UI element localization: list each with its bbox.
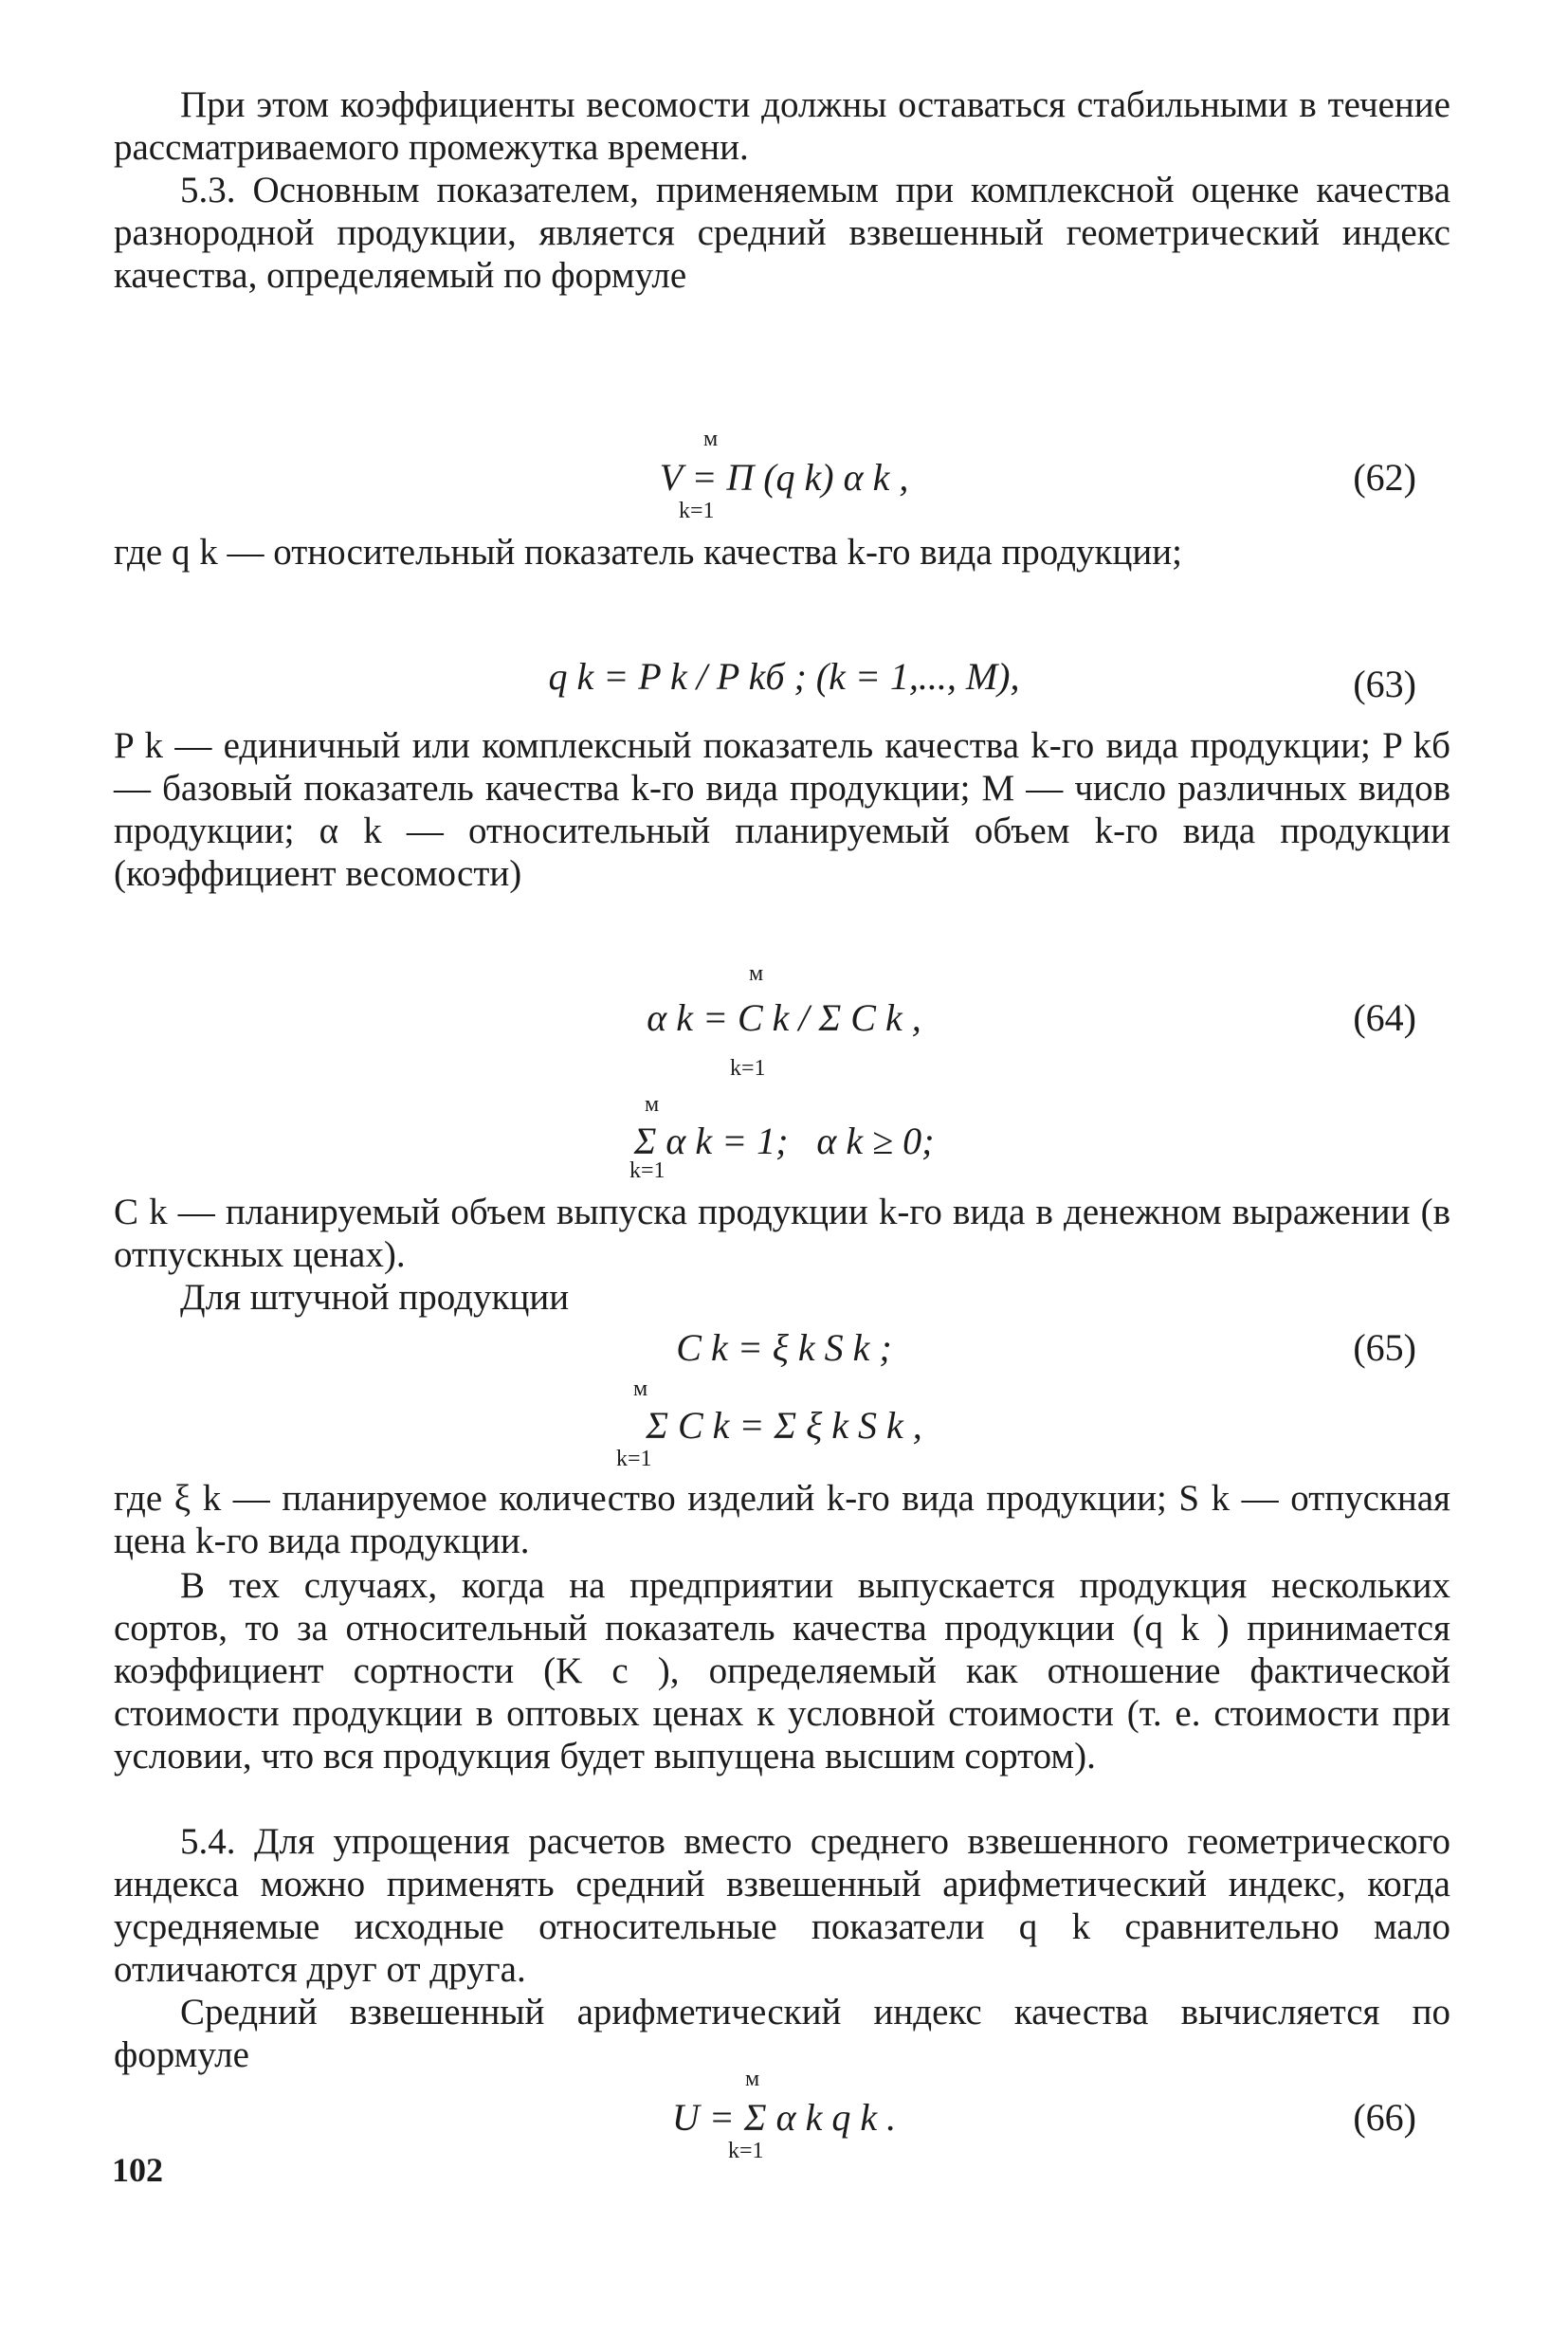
equation-65-sum-upper-limit: м: [633, 1376, 648, 1401]
paragraph-5: C k — планируемый объем выпуска продукции k-го вида в денежном выражении (в отпускных ценах).: [114, 1192, 1450, 1275]
equation-64: [0, 957, 1568, 1090]
paragraph-4: P k — единичный или комплексный показатель качества k-го вида продукции; P kб— базовый показатель качества k-го вида продукции; М — число различных видов продукции; α k — относительный планируемый объем k-го вида продукции (коэффициент весомости): [114, 725, 1450, 894]
equation-64-condition-lower-limit: k=1: [629, 1158, 665, 1183]
equation-62: [0, 427, 1568, 531]
equation-64-condition-upper-limit: м: [645, 1092, 660, 1117]
equation-65-sum: [0, 1376, 1568, 1471]
equation-64-condition: [0, 1090, 1568, 1185]
paragraph-10: Средний взвешенный арифметический индекс качества вычисляется по формуле: [114, 1992, 1450, 2075]
equation-63: [0, 626, 1568, 720]
paragraph-3: где q k — относительный показатель качества k-го вида продукции;: [114, 532, 1182, 573]
paragraph-7: где ξ k — планируемое количество изделий k-го вида продукции; S k — отпускная цена k-го вида продукции.: [114, 1478, 1450, 1561]
equation-63-number: (63): [1353, 663, 1416, 705]
equation-62-number: (62): [1353, 456, 1416, 499]
paragraph-6: Для штучной продукции: [180, 1277, 570, 1318]
equation-65-number: (65): [1353, 1326, 1416, 1369]
equation-65: [0, 1320, 1568, 1376]
equation-66-upper-limit: м: [745, 2067, 760, 2091]
paragraph-2: 5.3. Основным показателем, применяемым при комплексной оценке качества разнородной продукции, является средний взвешенный геометрический индекс качества, определяемый по формуле: [114, 170, 1450, 296]
equation-66-formula: U = Σ α k q k .: [671, 2096, 897, 2139]
equation-62-lower-limit: k=1: [679, 499, 715, 523]
equation-64-condition-formula: Σ α k = 1; α k ≥ 0;: [633, 1120, 935, 1162]
equation-64-upper-limit: м: [749, 961, 764, 986]
equation-65-formula: C k = ξ k S k ;: [676, 1326, 892, 1369]
equation-66-lower-limit: k=1: [728, 2139, 764, 2163]
equation-64-lower-limit: k=1: [730, 1056, 766, 1081]
equation-65-sum-formula: Σ C k = Σ ξ k S k ,: [646, 1404, 922, 1447]
equation-64-formula: α k = C k / Σ C k ,: [647, 996, 921, 1039]
page-number: 102: [112, 2151, 163, 2189]
paragraph-8: В тех случаях, когда на предприятии выпускается продукция нескольких сортов, то за относительный показатель качества продукции (q k ) принимается коэффициент сортности (K с ), определяемый как отношение фактической стоимости продукции в оптовых ценах к условной стоимости (т. е. стоимости при условии, что вся продукция будет выпущена высшим сортом).: [114, 1565, 1450, 1777]
equation-62-upper-limit: м: [703, 427, 719, 451]
paragraph-1: При этом коэффициенты весомости должны оставаться стабильными в течение рассматриваемого промежутка времени.: [114, 84, 1450, 168]
equation-62-formula: V = Π (q k) α k ,: [659, 456, 909, 499]
equation-64-number: (64): [1353, 996, 1416, 1039]
equation-65-sum-lower-limit: k=1: [616, 1447, 652, 1471]
equation-66-number: (66): [1353, 2096, 1416, 2139]
paragraph-9: 5.4. Для упрощения расчетов вместо среднего взвешенного геометрического индекса можно применять средний взвешенный арифметический индекс, когда усредняемые исходные относительные показатели q k сравнительно мало отличаются друг от друга.: [114, 1821, 1450, 1990]
equation-63-formula: q k = P k / P kб ; (k = 1,..., M),: [548, 655, 1020, 698]
equation-66: [0, 2067, 1568, 2161]
